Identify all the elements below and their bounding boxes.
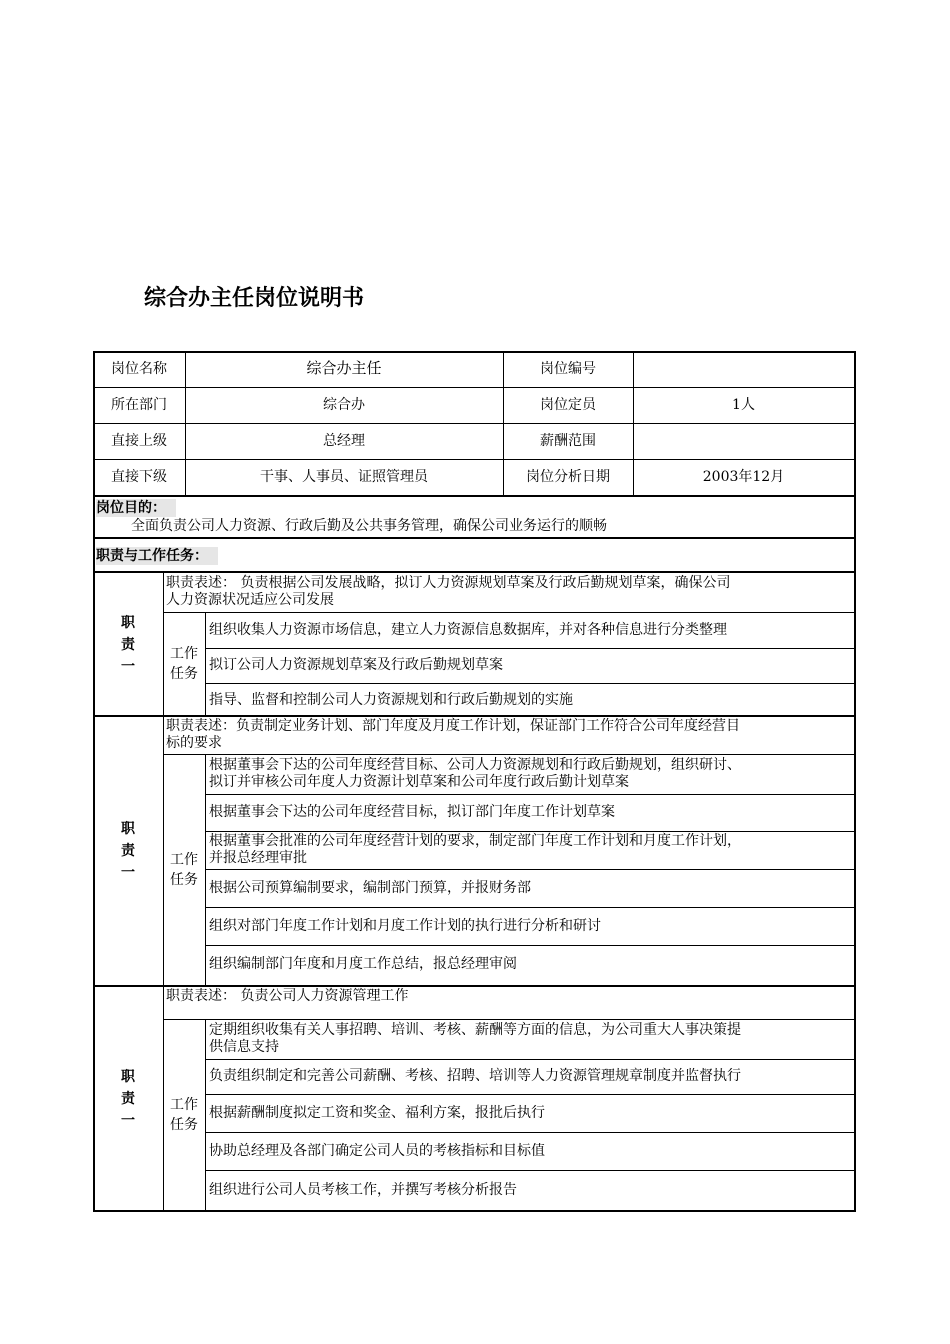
duty-statement-line: 人力资源状况适应公司发展: [166, 592, 334, 608]
department-label: 所在部门: [111, 397, 167, 413]
duty-statement-line: 职责表述：负责制定业务计划、部门年度及月度工作计划，保证部门工作符合公司年度经营目: [166, 718, 740, 734]
task-item: 组织进行公司人员考核工作，并撰写考核分析报告: [209, 1181, 517, 1198]
duty-block-border: [93, 715, 856, 717]
job-description-table: [93, 351, 856, 1211]
duty-label-divider: [163, 573, 164, 716]
task-row-divider: [205, 794, 856, 795]
task-row-divider: [205, 1059, 856, 1060]
task-label-divider: [205, 612, 206, 716]
duty-statement-line: 职责表述： 负责根据公司发展战略，拟订人力资源规划草案及行政后勤规划草案，确保公司: [166, 575, 731, 591]
duty-block-border: [93, 1210, 856, 1212]
task-item: 组织编制部门年度和月度工作总结，报总经理审阅: [209, 955, 517, 972]
position-name-value: 综合办主任: [306, 359, 382, 377]
task-item: 拟订并审核公司年度人力资源计划草案和公司年度行政后勤计划草案: [209, 774, 629, 790]
duty-label-char: 一: [121, 1112, 135, 1129]
salary-label: 薪酬范围: [540, 433, 596, 449]
task-item: 负责组织制定和完善公司薪酬、考核、招聘、培训等人力资源管理规章制度并监督执行: [209, 1068, 741, 1084]
task-row-divider: [205, 1132, 856, 1133]
subordinate-value: 干事、人事员、证照管理员: [260, 469, 428, 485]
document-title: 综合办主任岗位说明书: [144, 286, 365, 311]
task-item: 根据薪酬制度拟定工资和奖金、福利方案，报批后执行: [209, 1104, 545, 1121]
duty-label: [118, 612, 138, 678]
task-item: 并报总经理审批: [209, 850, 307, 866]
task-item: 根据董事会下达的公司年度经营目标，拟订部门年度工作计划草案: [209, 804, 615, 820]
duty-label: [118, 1066, 138, 1132]
task-label: 工作: [170, 646, 198, 662]
purpose-heading: 岗位目的：: [96, 499, 176, 517]
task-label: 任务: [170, 872, 198, 888]
task-row-divider: [205, 1170, 856, 1171]
table-border-right: [854, 351, 856, 1211]
task-row-divider: [205, 831, 856, 832]
task-item: 定期组织收集有关人事招聘、培训、考核、薪酬等方面的信息，为公司重大人事决策提: [209, 1022, 741, 1038]
task-item: 组织收集人力资源市场信息，建立人力资源信息数据库，并对各种信息进行分类整理: [209, 621, 727, 638]
task-row-divider: [205, 1094, 856, 1095]
task-item: 供信息支持: [209, 1039, 279, 1055]
duty-statement-line: 标的要求: [166, 735, 222, 751]
task-item: 拟订公司人力资源规划草案及行政后勤规划草案: [209, 657, 503, 673]
headcount-label: 岗位定员: [540, 397, 596, 413]
headcount-value: 1人: [732, 397, 755, 413]
task-item: 根据公司预算编制要求，编制部门预算，并报财务部: [209, 879, 531, 896]
duty-statement-line: 职责表述： 负责公司人力资源管理工作: [166, 988, 409, 1004]
task-label-divider: [205, 1019, 206, 1211]
task-item: 根据董事会批准的公司年度经营计划的要求，制定部门年度工作计划和月度工作计划，: [209, 833, 741, 849]
statement-divider: [163, 754, 856, 755]
statement-divider: [163, 612, 856, 613]
task-label-divider: [205, 754, 206, 986]
duty-label-char: 职: [121, 821, 135, 837]
duty-label-char: 职: [121, 1068, 135, 1085]
duties-heading: 职责与工作任务：: [96, 547, 218, 565]
task-row-divider: [205, 648, 856, 649]
task-label: 任务: [170, 666, 198, 682]
duty-label-char: 责: [121, 636, 135, 653]
duty-label-char: 责: [121, 843, 135, 859]
position-code-label: 岗位编号: [540, 361, 596, 377]
task-label: 工作: [170, 1097, 198, 1113]
subordinate-label: 直接下级: [111, 469, 167, 485]
task-item: 组织对部门年度工作计划和月度工作计划的执行进行分析和研讨: [209, 917, 601, 934]
task-row-divider: [205, 683, 856, 684]
duty-label-divider: [163, 716, 164, 986]
department-value: 综合办: [323, 397, 365, 413]
position-name-label: 岗位名称: [111, 361, 167, 377]
task-label: 任务: [170, 1117, 198, 1133]
duty-label-char: 责: [121, 1090, 135, 1107]
superior-label: 直接上级: [111, 433, 167, 449]
statement-divider: [163, 1019, 856, 1020]
task-label: 工作: [170, 852, 198, 868]
table-border-top: [93, 351, 856, 353]
analysis-date-label: 岗位分析日期: [526, 469, 610, 485]
duty-label: [118, 818, 138, 884]
purpose-text: 全面负责公司人力资源、行政后勤及公共事务管理，确保公司业务运行的顺畅: [131, 518, 607, 534]
duty-label-char: 职: [121, 614, 135, 631]
duty-block-border: [93, 985, 856, 987]
duty-label-char: 一: [121, 865, 135, 881]
analysis-date-value: 2003年12月: [702, 469, 785, 485]
task-item: 根据董事会下达的公司年度经营目标、公司人力资源规划和行政后勤规划，组织研讨、: [209, 757, 741, 773]
superior-value: 总经理: [323, 433, 365, 449]
task-row-divider: [205, 907, 856, 908]
task-item: 协助总经理及各部门确定公司人员的考核指标和目标值: [209, 1142, 545, 1159]
task-item: 指导、监督和控制公司人力资源规划和行政后勤规划的实施: [209, 692, 573, 708]
task-row-divider: [205, 945, 856, 946]
duty-label-char: 一: [121, 658, 135, 675]
task-row-divider: [205, 869, 856, 870]
